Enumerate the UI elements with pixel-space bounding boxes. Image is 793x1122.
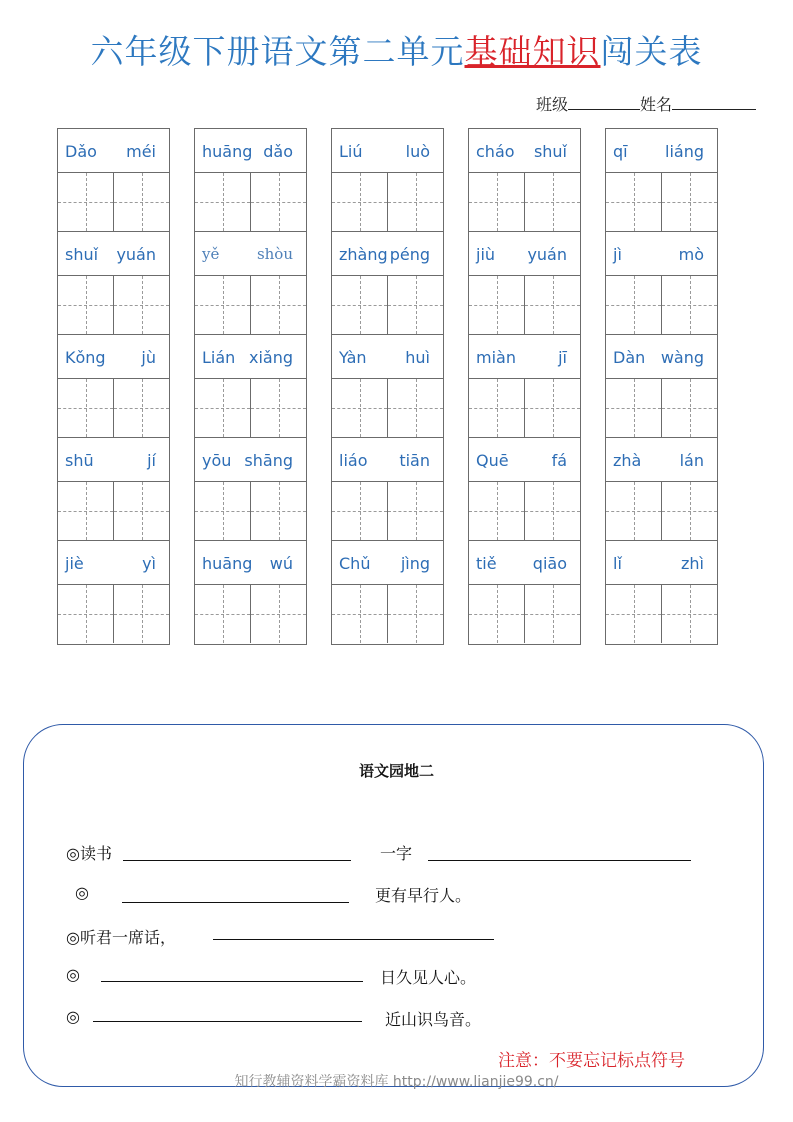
pinyin-syllable-2: shāng [244, 451, 293, 470]
character-box[interactable] [661, 276, 717, 334]
pinyin-syllable-2: tiān [399, 451, 430, 470]
character-box[interactable] [387, 585, 443, 643]
word-cell [58, 335, 169, 438]
pinyin-row [195, 335, 306, 379]
word-cell [58, 541, 169, 644]
title-text-end: 闯关表 [600, 32, 703, 71]
character-box[interactable] [58, 585, 113, 643]
character-box[interactable] [195, 482, 250, 540]
pinyin-syllable-1: yě [202, 245, 220, 263]
pinyin-syllable-2: huì [405, 348, 430, 367]
pinyin-row [606, 232, 717, 276]
pinyin-syllable-1: Dǎo [65, 142, 97, 161]
character-box[interactable] [113, 173, 169, 231]
line5-right: 近山识鸟音。 [385, 1010, 482, 1029]
word-cell [332, 129, 443, 232]
class-name-line [536, 92, 756, 115]
pinyin-syllable-1: cháo [476, 142, 515, 161]
pinyin-syllable-1: Quē [476, 451, 509, 470]
writing-grid [195, 482, 306, 540]
pinyin-syllable-2: fá [551, 451, 567, 470]
line4-left: ◎ [66, 965, 80, 984]
word-cell [332, 232, 443, 335]
word-cell [58, 438, 169, 541]
character-box[interactable] [113, 276, 169, 334]
character-box[interactable] [250, 585, 306, 643]
pinyin-syllable-1: zhàng [339, 245, 388, 264]
character-box[interactable] [195, 173, 250, 231]
pinyin-syllable-1: Dàn [613, 348, 646, 367]
pinyin-row [469, 129, 580, 173]
pinyin-row [195, 541, 306, 585]
pinyin-syllable-2: jī [558, 348, 567, 367]
writing-grid [606, 585, 717, 643]
pinyin-syllable-2: shòu [256, 245, 293, 263]
character-box[interactable] [250, 276, 306, 334]
line2-right: 更有早行人。 [375, 886, 472, 905]
pinyin-row [606, 129, 717, 173]
pinyin-syllable-1: Liú [339, 142, 363, 161]
word-cell [469, 541, 580, 644]
pinyin-syllable-2: jí [147, 451, 156, 470]
pinyin-row [58, 438, 169, 482]
pinyin-syllable-1: shū [65, 451, 94, 470]
word-cell [195, 232, 306, 335]
pinyin-syllable-2: yuán [527, 245, 567, 264]
pinyin-syllable-2: mò [678, 245, 704, 264]
pinyin-row [332, 438, 443, 482]
writing-grid [606, 482, 717, 540]
pinyin-syllable-1: lǐ [613, 554, 622, 573]
character-box[interactable] [387, 276, 443, 334]
title-highlight: 基础知识 [464, 32, 601, 71]
pinyin-row [332, 129, 443, 173]
pinyin-syllable-1: Kǒng [65, 348, 106, 367]
character-box[interactable] [606, 585, 661, 643]
pinyin-row [58, 129, 169, 173]
line1-blank-1[interactable] [123, 860, 351, 861]
writing-grid [332, 482, 443, 540]
pinyin-row [469, 232, 580, 276]
title-text-start: 六年级下册语文第二单元 [90, 32, 465, 71]
line1-blank-2[interactable] [428, 860, 691, 861]
character-box[interactable] [58, 173, 113, 231]
word-cell [606, 335, 717, 438]
character-box[interactable] [524, 379, 580, 437]
pinyin-row [195, 438, 306, 482]
writing-grid [332, 379, 443, 437]
pinyin-syllable-2: dǎo [263, 142, 293, 161]
punctuation-note: 注意：不要忘记标点符号 [498, 1051, 685, 1071]
character-box[interactable] [195, 379, 250, 437]
writing-grid [606, 276, 717, 334]
line5-left: ◎ [66, 1007, 80, 1026]
character-box[interactable] [387, 173, 443, 231]
pinyin-row [195, 129, 306, 173]
writing-grid [195, 585, 306, 643]
character-box[interactable] [661, 379, 717, 437]
name-blank[interactable] [672, 95, 756, 110]
pinyin-row [332, 335, 443, 379]
pinyin-syllable-2: xiǎng [248, 348, 293, 367]
word-cell [332, 335, 443, 438]
pinyin-syllable-2: péng [389, 245, 430, 264]
word-cell [195, 541, 306, 644]
character-box[interactable] [661, 482, 717, 540]
character-box[interactable] [250, 482, 306, 540]
character-box[interactable] [332, 276, 387, 334]
pinyin-syllable-1: miàn [476, 348, 516, 367]
pinyin-syllable-1: Chǔ [339, 554, 371, 573]
pinyin-syllable-2: jù [141, 348, 156, 367]
character-box[interactable] [113, 379, 169, 437]
character-box[interactable] [661, 173, 717, 231]
pinyin-syllable-1: zhà [613, 451, 642, 470]
character-box[interactable] [469, 173, 524, 231]
pinyin-syllable-1: Lián [202, 348, 236, 367]
character-box[interactable] [332, 379, 387, 437]
word-cell [469, 232, 580, 335]
pinyin-column [468, 128, 581, 645]
character-box[interactable] [524, 585, 580, 643]
writing-grid [332, 173, 443, 231]
name-label: 姓名 [640, 95, 673, 114]
writing-grid [332, 276, 443, 334]
writing-grid [606, 379, 717, 437]
line2-blank[interactable] [122, 902, 349, 903]
character-box[interactable] [250, 379, 306, 437]
pinyin-syllable-2: wú [269, 554, 293, 573]
writing-grid [469, 379, 580, 437]
character-box[interactable] [250, 173, 306, 231]
word-cell [606, 541, 717, 644]
character-box[interactable] [195, 276, 250, 334]
word-cell [58, 129, 169, 232]
writing-grid [58, 173, 169, 231]
character-box[interactable] [524, 482, 580, 540]
pinyin-syllable-1: huāng [202, 554, 253, 573]
writing-grid [58, 379, 169, 437]
word-cell [195, 438, 306, 541]
line4-blank[interactable] [101, 981, 363, 982]
line3-blank[interactable] [213, 939, 494, 940]
garden-title: 语文园地二 [358, 762, 434, 780]
character-box[interactable] [469, 276, 524, 334]
word-cell [606, 438, 717, 541]
character-box[interactable] [332, 173, 387, 231]
pinyin-syllable-1: yōu [202, 451, 232, 470]
line1-mid: 一字 [380, 844, 413, 863]
pinyin-syllable-2: méi [126, 142, 156, 161]
pinyin-syllable-1: jì [613, 245, 622, 264]
character-box[interactable] [195, 585, 250, 643]
writing-grid [469, 482, 580, 540]
pinyin-row [469, 335, 580, 379]
pinyin-syllable-2: liáng [665, 142, 704, 161]
pinyin-row [469, 541, 580, 585]
character-box[interactable] [606, 379, 661, 437]
word-cell [469, 335, 580, 438]
word-cell [195, 129, 306, 232]
character-box[interactable] [332, 585, 387, 643]
pinyin-syllable-2: luò [405, 142, 430, 161]
character-box[interactable] [606, 173, 661, 231]
character-box[interactable] [332, 482, 387, 540]
writing-grid [469, 585, 580, 643]
pinyin-syllable-2: qiāo [532, 554, 567, 573]
writing-grid [195, 379, 306, 437]
pinyin-syllable-1: huāng [202, 142, 253, 161]
pinyin-row [58, 335, 169, 379]
writing-grid [195, 173, 306, 231]
character-box[interactable] [606, 482, 661, 540]
character-box[interactable] [469, 482, 524, 540]
pinyin-syllable-2: jìng [400, 554, 430, 573]
word-cell [332, 541, 443, 644]
character-box[interactable] [58, 276, 113, 334]
line5-blank[interactable] [93, 1021, 362, 1022]
writing-grid [58, 276, 169, 334]
character-box[interactable] [469, 585, 524, 643]
character-box[interactable] [661, 585, 717, 643]
pinyin-row [332, 541, 443, 585]
pinyin-syllable-1: jiè [65, 554, 84, 573]
pinyin-column [194, 128, 307, 645]
pinyin-column [331, 128, 444, 645]
pinyin-syllable-1: jiù [476, 245, 496, 264]
writing-grid [469, 173, 580, 231]
pinyin-syllable-2: yuán [116, 245, 156, 264]
pinyin-column [57, 128, 170, 645]
writing-grid [58, 482, 169, 540]
word-cell [58, 232, 169, 335]
pinyin-syllable-1: liáo [339, 451, 368, 470]
pinyin-syllable-1: Yàn [339, 348, 367, 367]
pinyin-row [469, 438, 580, 482]
line3-left: ◎听君一席话， [66, 928, 176, 947]
character-box[interactable] [113, 482, 169, 540]
character-box[interactable] [58, 482, 113, 540]
pinyin-syllable-1: tiě [476, 554, 497, 573]
footer-watermark: 知行教辅资料学霸资料库 http://www.lianjie99.cn/ [234, 1074, 559, 1090]
character-box[interactable] [606, 276, 661, 334]
line2-left: ◎ [75, 883, 89, 902]
character-box[interactable] [58, 379, 113, 437]
character-box[interactable] [387, 482, 443, 540]
word-cell [469, 129, 580, 232]
word-cell [606, 232, 717, 335]
line1-left: ◎读书 [66, 844, 112, 863]
pinyin-syllable-1: qī [613, 142, 628, 161]
character-box[interactable] [524, 173, 580, 231]
pinyin-row [332, 232, 443, 276]
pinyin-row [195, 232, 306, 276]
word-cell [195, 335, 306, 438]
pinyin-row [606, 335, 717, 379]
word-cell [469, 438, 580, 541]
word-cell [332, 438, 443, 541]
character-box[interactable] [524, 276, 580, 334]
writing-grid [332, 585, 443, 643]
class-blank[interactable] [568, 95, 640, 110]
pinyin-row [58, 232, 169, 276]
writing-grid [469, 276, 580, 334]
pinyin-syllable-2: zhì [681, 554, 704, 573]
pinyin-row [606, 438, 717, 482]
pinyin-row [58, 541, 169, 585]
character-box[interactable] [469, 379, 524, 437]
line4-right: 日久见人心。 [380, 968, 477, 987]
word-cell [606, 129, 717, 232]
character-box[interactable] [113, 585, 169, 643]
pinyin-column [605, 128, 718, 645]
pinyin-row [606, 541, 717, 585]
pinyin-syllable-1: shuǐ [65, 245, 99, 264]
pinyin-syllable-2: yì [142, 554, 156, 573]
class-label: 班级 [536, 95, 569, 114]
pinyin-syllable-2: wàng [660, 348, 704, 367]
character-box[interactable] [387, 379, 443, 437]
writing-grid [606, 173, 717, 231]
pinyin-syllable-2: shuǐ [533, 142, 567, 161]
writing-grid [195, 276, 306, 334]
page-title [0, 26, 793, 73]
pinyin-syllable-2: lán [679, 451, 704, 470]
writing-grid [58, 585, 169, 643]
